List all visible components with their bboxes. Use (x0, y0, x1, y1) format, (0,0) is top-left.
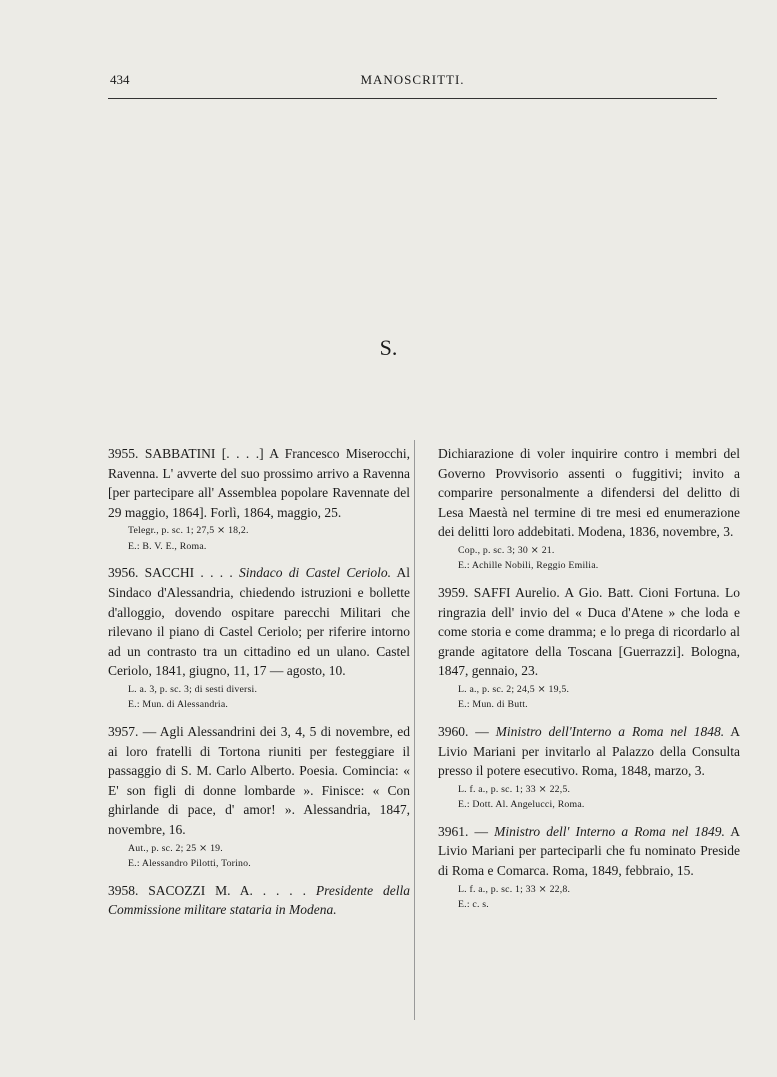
page-header (108, 72, 717, 94)
entry-number: 3961. — (438, 823, 495, 839)
entry-3956 (108, 563, 410, 712)
entry-text: 3959. SAFFI Aurelio. A Gio. Batt. Cioni Fortuna. Lo ringrazia dell' invio del « Duca d'Atene » che loda e come storia e come dramma; e lo prega di ricordarlo al grande agitatore della Toscana [Guerrazzi]. Bologna, 1847, gennaio, 23. (438, 584, 740, 679)
entry-3960 (438, 722, 740, 812)
entry-meta-description: L. a. 3, p. sc. 3; di sesti diversi. (128, 683, 258, 695)
entry-meta-description: Cop., p. sc. 3; 30 ⨯ 21. (458, 544, 555, 556)
entry-title: Ministro dell'Interno a Roma nel 1848. (495, 723, 725, 739)
entry-text (108, 563, 410, 681)
entry-title: Ministro dell' Interno a Roma nel 1849. (494, 823, 725, 839)
entry-meta-description: L. a., p. sc. 2; 24,5 ⨯ 19,5. (458, 683, 570, 695)
entry-number: 3958. SACOZZI M. A. . . . . (108, 882, 316, 898)
entry-number: 3960. — (438, 723, 496, 739)
right-column (438, 444, 740, 922)
header-rule (108, 98, 717, 99)
entry-text: 3955. SABBATINI [. . . .] A Francesco Miserocchi, Ravenna. L' avverte del suo prossimo arrivo a Ravenna [per partecipare all' Assemblea popolare Ravennate del 29 maggio, 1864]. Forlì, 1864, maggio, 25. (108, 446, 410, 520)
column-divider (414, 440, 415, 1020)
entry-meta-source: E.: c. s. (458, 899, 489, 910)
section-letter: S. (379, 335, 398, 360)
entry-meta-source: E.: Dott. Al. Angelucci, Roma. (458, 799, 585, 811)
entry-3957 (108, 722, 410, 871)
entry-meta-description: Aut., p. sc. 2; 25 ⨯ 19. (128, 842, 223, 854)
entry-3958-continued (438, 444, 740, 573)
entry-meta-source: E.: Mun. di Alessandria. (128, 699, 229, 711)
entry-meta-source: E.: Alessandro Pilotti, Torino. (128, 858, 251, 869)
entry-text: Dichiarazione di voler inquirire contro i membri del Governo Provvisorio assenti o fuggitivi; invito a comparire personalmente a difendersi del delitto di Lesa Maestà nel termine di tre mesi ed enumerazione dei delitti loro addebitati. Modena, 1836, novembre, 3. (438, 446, 740, 540)
entry-text (438, 722, 740, 781)
entry-3955 (108, 444, 410, 553)
entry-title: Sindaco di Castel Ceriolo. (239, 565, 391, 581)
entry-3959 (438, 583, 740, 712)
entry-text (108, 881, 410, 920)
entry-meta-description: Telegr., p. sc. 1; 27,5 ⨯ 18,2. (128, 525, 249, 537)
entry-meta-description: L. f. a., p. sc. 1; 33 ⨯ 22,8. (458, 883, 571, 895)
entry-text: 3957. — Agli Alessandrini dei 3, 4, 5 di novembre, ed ai loro fratelli di Tortona riuniti per festeggiare il passaggio di S. M. Carlo Alberto. Poesia. Comincia: « E' son figli di donne lombarde ». Finisce: « Con ghirlande di pace, d' amor! ». Alessandria, 1847, novembre, 16. (108, 723, 410, 837)
entry-3958 (108, 881, 410, 920)
entry-meta-source: E.: Achille Nobili, Reggio Emilia. (458, 560, 599, 572)
entry-meta-description: L. f. a., p. sc. 1; 33 ⨯ 22,5. (458, 783, 571, 795)
left-column (108, 444, 410, 930)
entry-meta-source: E.: B. V. E., Roma. (128, 540, 207, 552)
entry-3961 (438, 822, 740, 912)
entry-title: Presidente della Commissione militare stataria in Modena. (108, 882, 410, 918)
entry-body: A Livio Mariani per parteciparli che fu nominato Preside di Roma e Comarca. Roma, 1849, febbraio, 15. (438, 823, 740, 878)
entry-number: 3956. SACCHI . . . . (108, 565, 240, 581)
page-number: 434 (110, 72, 130, 87)
running-head: MANOSCRITTI. (360, 72, 465, 87)
entry-body: A Livio Mariani per invitarlo al Palazzo della Consulta presso il potere esecutivo. Roma, 1848, marzo, 3. (438, 723, 740, 779)
entry-body: Al Sindaco d'Alessandria, chiedendo istruzioni e bollette d'alloggio, dovendo ospitare parecchi Militari che rilevano il piano di Castel Ceriolo; per riferire intorno ad un contrasto tra un cittadino ed un ulano. Castel Ceriolo, 1841, giugno, 11, 17 — agosto, 10. (108, 565, 410, 679)
entry-text (438, 822, 740, 881)
entry-meta-source: E.: Mun. di Butt. (458, 699, 528, 711)
